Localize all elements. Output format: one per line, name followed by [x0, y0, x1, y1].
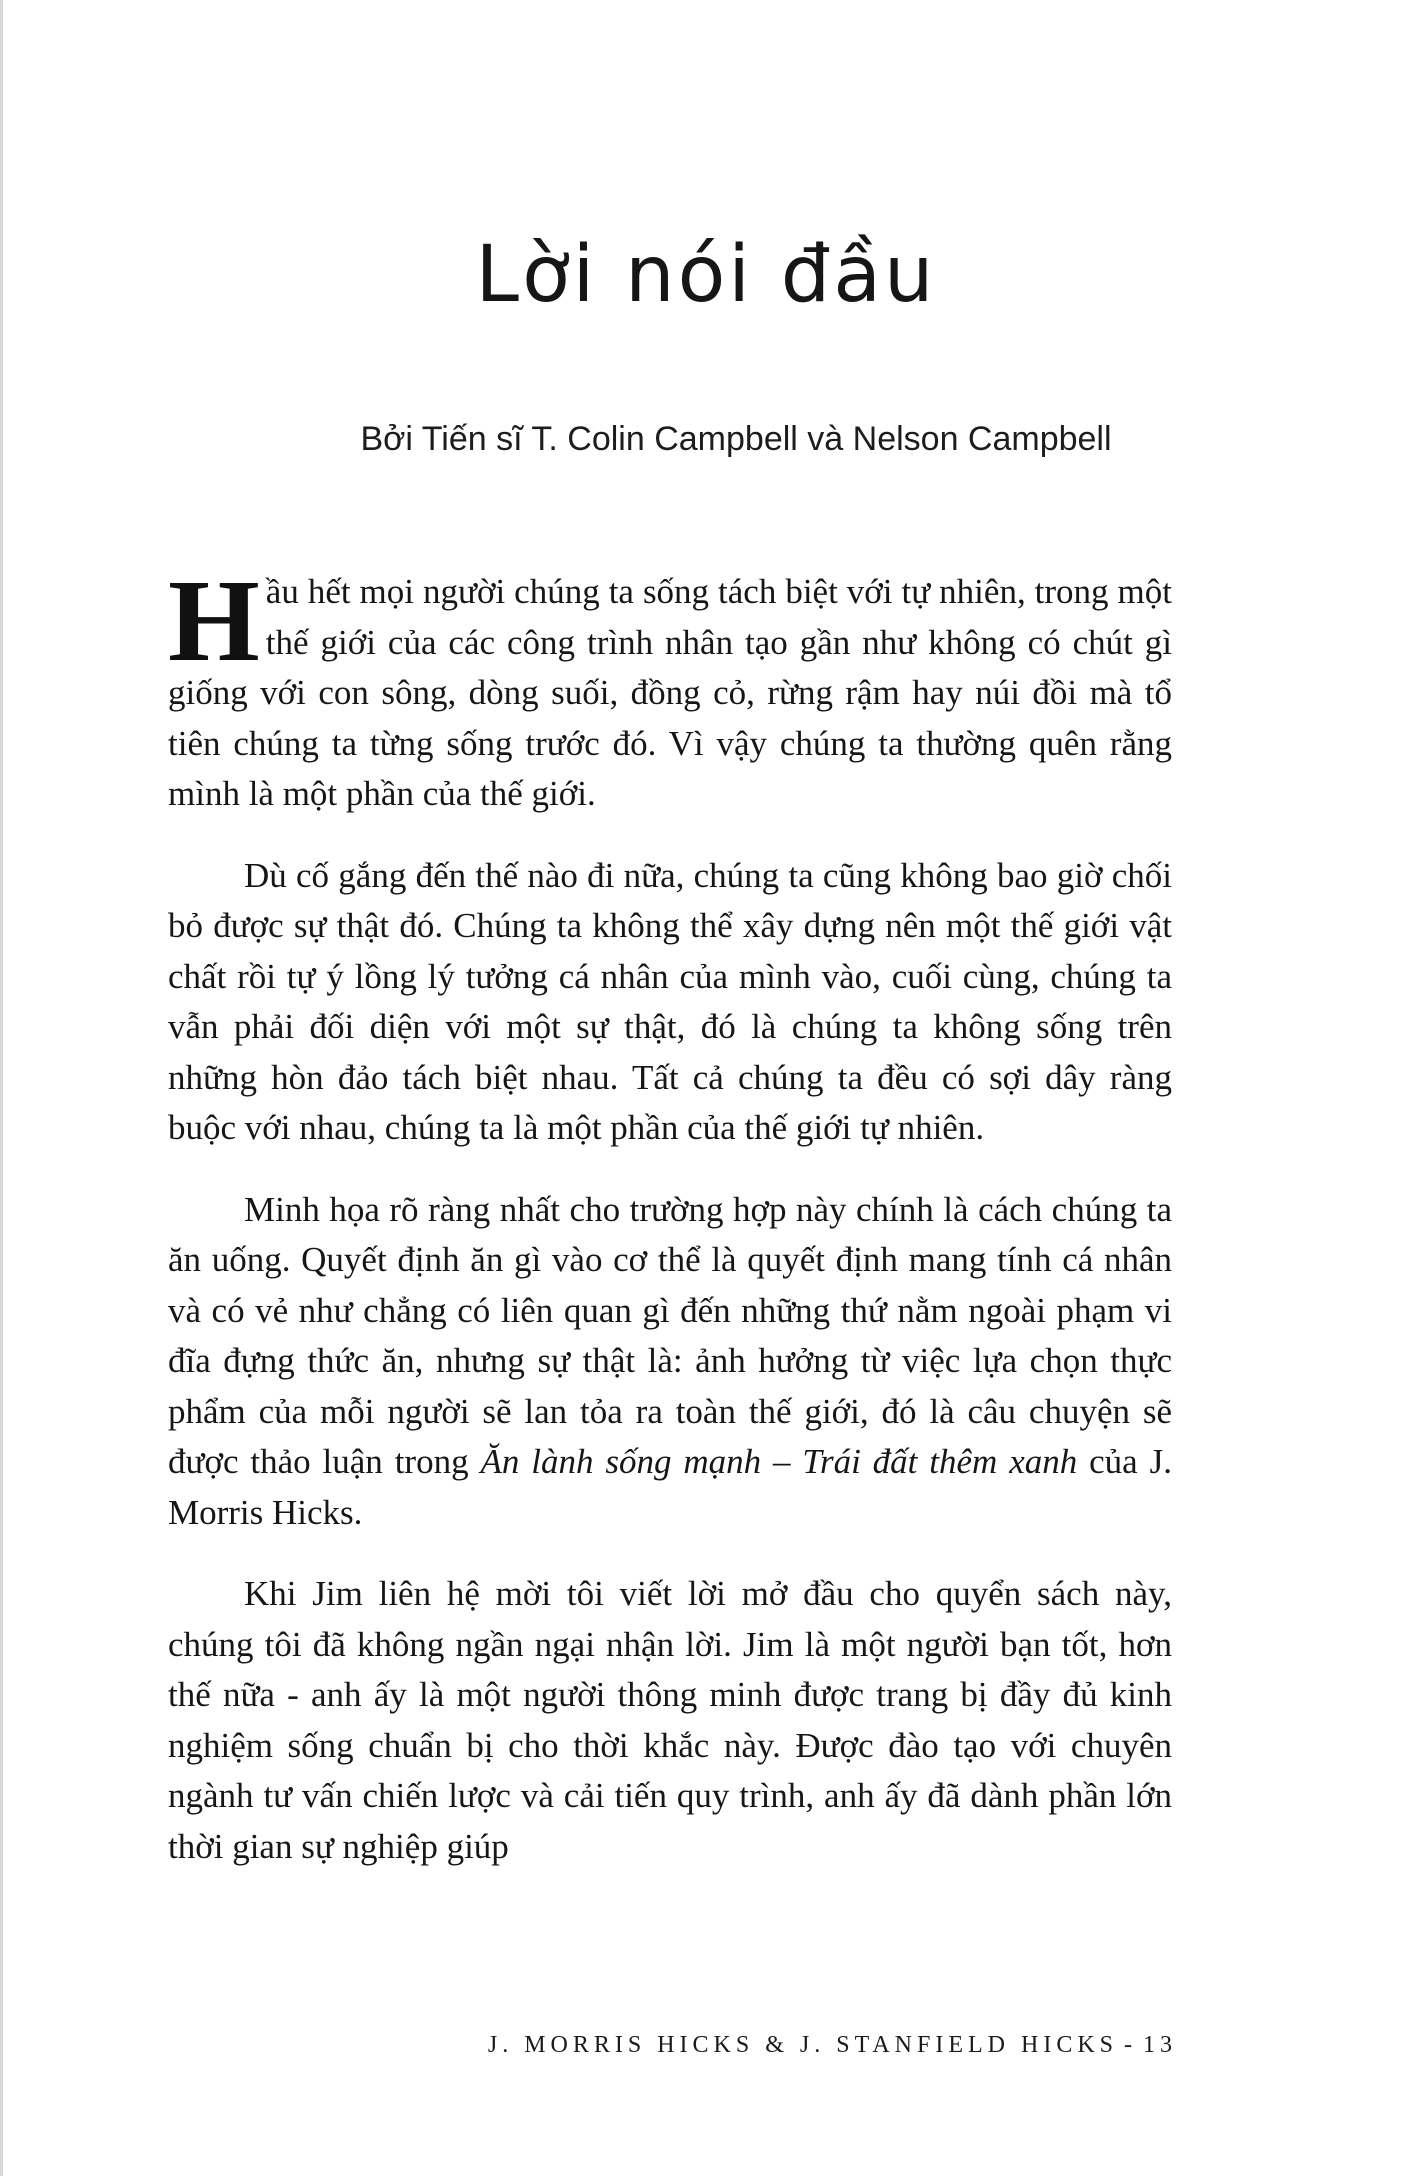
chapter-body — [168, 555, 1172, 1903]
paragraph-1-text: ầu hết mọi người chúng ta sống tách biệt với tự nhiên, trong một thế giới của các công trình nhân tạo gần như không có chút gì giống với con sông, dòng suối, đồng cỏ, rừng rậm hay núi đồi mà tổ tiên chúng ta từng sống trước đó. Vì vậy chúng ta thường quên rằng mình là một phần của thế giới. — [168, 572, 1172, 813]
page-edge-shadow — [0, 0, 3, 2176]
drop-cap: H — [168, 555, 260, 686]
paragraph-1 — [168, 555, 1172, 820]
chapter-title: Lời nói đầu — [475, 230, 937, 320]
footer-authors: J. MORRIS HICKS & J. STANFIELD HICKS — [487, 2032, 1118, 2058]
page-footer — [0, 2032, 1177, 2059]
paragraph-3-text-after: của J. Morris Hicks. — [168, 1442, 1172, 1532]
book-title-italic: Ăn lành sống mạnh – Trái đất thêm xanh — [480, 1442, 1078, 1481]
paragraph-2: Dù cố gắng đến thế nào đi nữa, chúng ta cũng không bao giờ chối bỏ được sự thật đó. Chúng ta không thể xây dựng nên một thế giới vật chất rồi tự ý lồng lý tưởng cá nhân của mình vào, cuối cùng, chúng ta vẫn phải đối diện với một sự thật, đó là chúng ta không sống trên những hòn đảo tách biệt nhau. Tất cả chúng ta đều có sợi dây ràng buộc với nhau, chúng ta là một phần của thế giới tự nhiên. — [168, 855, 1172, 1147]
paragraph-4: Khi Jim liên hệ mời tôi viết lời mở đầu cho quyển sách này, chúng tôi đã không ngần ngại nhận lời. Jim là một người bạn tốt, hơn thế nữa - anh ấy là một người thông minh được trang bị đầy đủ kinh nghiệm sống chuẩn bị cho thời khắc này. Được đào tạo với chuyên ngành tư vấn chiến lược và cải tiến quy trình, anh ấy đã dành phần lớn thời gian sự nghiệp giúp — [168, 1574, 1172, 1866]
chapter-byline: Bởi Tiến sĩ T. Colin Campbell và Nelson Campbell — [360, 420, 1112, 458]
paragraph-3 — [168, 1185, 1172, 1539]
paragraph-3-text-before: Minh họa rõ ràng nhất cho trường hợp này chính là cách chúng ta ăn uống. Quyết định ăn gì vào cơ thể là quyết định mang tính cá nhân và có vẻ như chẳng có liên quan gì đến những thứ nằm ngoài phạm vi đĩa đựng thức ăn, nhưng sự thật là: ảnh hưởng từ việc lựa chọn thực phẩm của mỗi người sẽ lan tỏa ra toàn thế giới, đó là câu chuyện sẽ được thảo luận trong — [168, 1189, 1172, 1481]
page-number: 13 — [1143, 2032, 1177, 2058]
footer-separator: - — [1124, 2032, 1137, 2058]
